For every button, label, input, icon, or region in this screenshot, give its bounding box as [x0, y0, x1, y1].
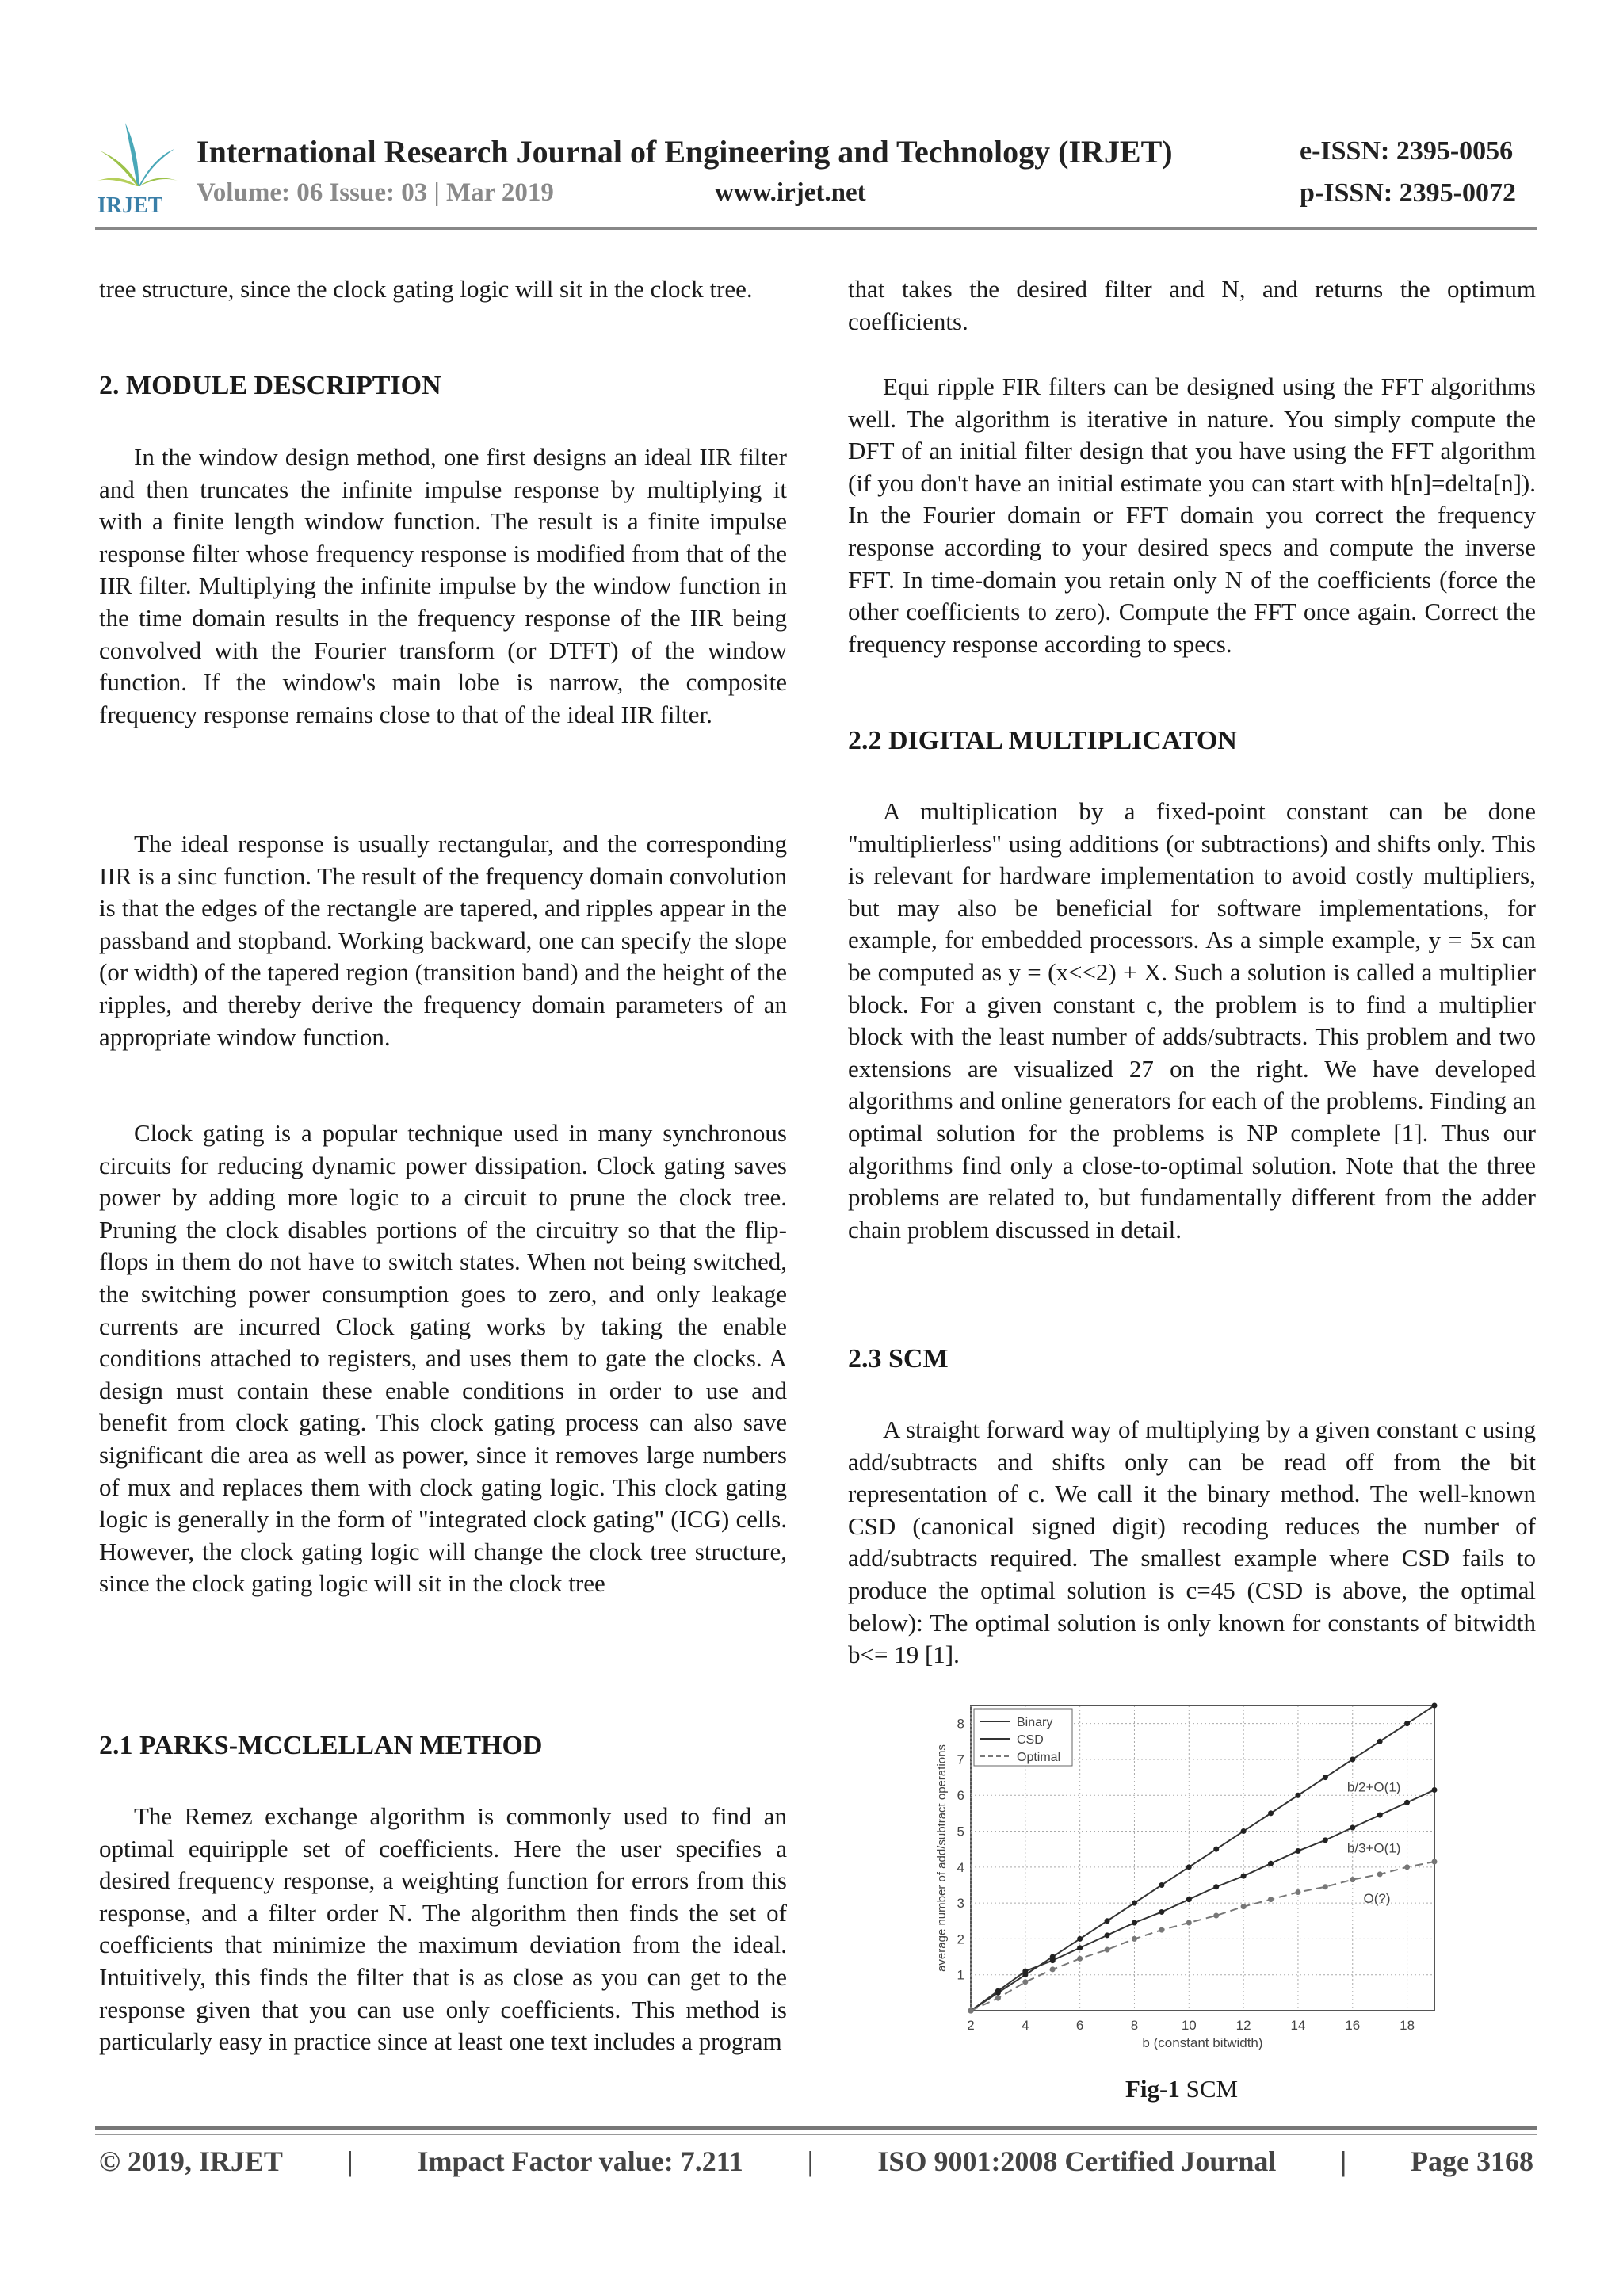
data-point-optimal [1295, 1889, 1300, 1895]
data-point-optimal [995, 1996, 1001, 2001]
footer-divider [95, 2126, 1537, 2130]
paragraph: In the window design method, one first designs an ideal IIR filter and then truncates the infinite impulse response by multiplying it with a finite length window function. The result is a finite impulse response filter whose frequency response is modified from that of the IIR filter. Multiplying the infinite impulse by the window function in the time domain results in the frequency response of the IIR being convolved with the Fourier transform (or DTFT) of the window function. If the window's main lobe is narrow, the composite frequency response remains close to that of the ideal IIR filter. [99, 443, 787, 728]
y-tick-label: 1 [957, 1967, 964, 1983]
data-point-optimal [1377, 1871, 1383, 1877]
data-point-binary [1213, 1847, 1219, 1852]
data-point-optimal [1077, 1956, 1083, 1962]
header-divider [95, 227, 1537, 230]
section-heading: 2.3 SCM [848, 1344, 949, 1373]
x-tick-label: 8 [1130, 2018, 1139, 2033]
legend-label: CSD [1017, 1733, 1044, 1747]
journal-title: International Research Journal of Engineering and Technology (IRJET) [197, 134, 1173, 170]
data-point-binary [1159, 1882, 1164, 1888]
data-point-optimal [1323, 1884, 1328, 1889]
y-tick-label: 6 [957, 1788, 964, 1804]
section-heading: 2.2 DIGITAL MULTIPLICATON [848, 726, 1237, 755]
data-point-optimal [1022, 1979, 1028, 1985]
caption-label: Fig-1 [1125, 2075, 1180, 2103]
data-point-binary [1132, 1901, 1137, 1906]
legend-label: Optimal [1017, 1751, 1061, 1764]
paragraph: The ideal response is usually rectangular, and the corresponding IIR is a sinc function. The result of the frequency domain convolution is that the edges of the rectangle are tapered, and ripples appear in the passband and stopband. Working backward, one can specify the slope (or width) of the tapered region (transition band) and the height of the ripples, and thereby derive the frequency domain parameters of an appropriate window function. [99, 830, 787, 1051]
footer [99, 2145, 1533, 2178]
data-point-optimal [1432, 1859, 1438, 1865]
x-tick-label: 4 [1022, 2018, 1029, 2033]
svg-text:IRJET: IRJET [97, 193, 163, 218]
chart-annotation: b/3+O(1) [1346, 1840, 1401, 1856]
data-point-optimal [1105, 1947, 1110, 1953]
e-issn: e-ISSN: 2395-0056 [1300, 136, 1514, 166]
data-point-csd [1105, 1932, 1110, 1938]
data-point-binary [1404, 1721, 1410, 1726]
x-tick-label: 12 [1235, 2018, 1251, 2033]
data-point-optimal [968, 2008, 974, 2014]
data-point-optimal [1241, 1904, 1247, 1909]
x-tick-label: 2 [967, 2018, 975, 2033]
data-point-csd [1404, 1800, 1410, 1805]
copyright: © 2019, IRJET [99, 2145, 283, 2177]
data-point-optimal [1186, 1920, 1192, 1926]
x-tick-label: 18 [1400, 2018, 1415, 2033]
x-axis-label: b (constant bitwidth) [1142, 2035, 1263, 2050]
data-point-optimal [1132, 1936, 1137, 1942]
page-number: Page 3168 [1410, 2145, 1533, 2177]
data-point-binary [1295, 1793, 1300, 1798]
data-point-binary [1323, 1775, 1328, 1780]
data-point-csd [995, 1988, 1001, 1994]
data-point-csd [1377, 1813, 1383, 1818]
data-point-csd [1213, 1884, 1219, 1889]
data-point-optimal [1050, 1966, 1056, 1972]
data-point-binary [1432, 1703, 1438, 1709]
iso-cert: ISO 9001:2008 Certified Journal [877, 2145, 1277, 2177]
data-point-optimal [1350, 1877, 1355, 1882]
data-point-csd [1077, 1945, 1083, 1950]
caption-text: SCM [1179, 2075, 1239, 2103]
data-point-binary [1268, 1810, 1274, 1816]
data-point-csd [1323, 1837, 1328, 1843]
paragraph: A multiplication by a fixed-point constant can be done "multiplierless" using additions (or subtractions) and shifts only. This is relevant for hardware implementation to avoid costly multipliers, but may also be beneficial for software implementations, for example, for embedded processors. As a simple example, y = 5x can be computed as y = (x<<2) + X. Such a solution is called a multiplier block. For a given constant c, the problem is to find a multiplier block with the least number of adds/subtracts. This problem and two extensions are visualized 27 on the right. We have developed algorithms and online generators for each of the problems. Finding an optimal solution for the problems is NP complete [1]. Thus our algorithms find only a close-to-optimal solution. Note that the three problems are related to, but fundamentally different from the adder chain problem discussed in detail. [848, 797, 1536, 1244]
section-heading: 2. MODULE DESCRIPTION [99, 371, 441, 400]
separator: | [807, 2145, 814, 2177]
y-tick-label: 2 [957, 1931, 964, 1947]
paragraph: that takes the desired filter and N, and returns the optimum coefficients. [848, 275, 1536, 335]
data-point-csd [1050, 1958, 1056, 1963]
y-tick-label: 3 [957, 1896, 964, 1912]
y-tick-label: 8 [957, 1716, 964, 1732]
data-point-binary [1105, 1918, 1110, 1924]
paragraph: Clock gating is a popular technique used in many synchronous circuits for reducing dynamic power dissipation. Clock gating saves power by adding more logic to a circuit to prune the clock tree. Pruning the clock disables portions of the circuitry so that the flip-flops in them do not have to switch states. When not being switched, the switching power consumption goes to zero, and only leakage currents are incurred Clock gating works by taking the enable conditions attached to registers, and uses them to gate the clocks. A design must contain these enable conditions in order to use and benefit from clock gating. This clock gating process can also save significant die area as well as power, since it removes large numbers of mux and replaces them with clock gating logic. This clock gating logic is generally in the form of "integrated clock gating" (ICG) cells. However, the clock gating logic will change the clock tree structure, since the clock gating logic will sit in the clock tree [99, 1119, 787, 1598]
irjet-logo-icon [94, 119, 181, 218]
y-tick-label: 4 [957, 1859, 964, 1875]
data-point-binary [1077, 1936, 1083, 1942]
data-point-optimal [1159, 1927, 1164, 1933]
section-heading: 2.1 PARKS-MCCLELLAN METHOD [99, 1731, 543, 1760]
p-issn: p-ISSN: 2395-0072 [1300, 178, 1516, 208]
data-point-optimal [1213, 1912, 1219, 1918]
data-point-csd [1268, 1861, 1274, 1866]
data-point-binary [1241, 1828, 1247, 1834]
data-point-binary [1377, 1739, 1383, 1744]
separator: | [1340, 2145, 1347, 2177]
paragraph: Equi ripple FIR filters can be designed using the FFT algorithms well. The algorithm is iterative in nature. You simply compute the DFT of an initial filter design that you have using the FFT algorithm (if you don't have an initial estimate you can start with h[n]=delta[n]). In the Fourier domain or FFT domain you correct the frequency response according to your desired specs and compute the inverse FFT. In time-domain you retain only N of the coefficients (force the other coefficients to zero). Compute the FFT once again. Correct the frequency response according to specs. [848, 372, 1536, 658]
data-point-binary [1186, 1864, 1192, 1870]
scm-chart [927, 1696, 1450, 2061]
data-point-csd [1350, 1825, 1355, 1831]
data-point-csd [1186, 1897, 1192, 1902]
x-tick-label: 6 [1075, 2018, 1084, 2033]
y-tick-label: 7 [957, 1752, 964, 1767]
separator: | [346, 2145, 353, 2177]
paragraph: The Remez exchange algorithm is commonly used to find an optimal equiripple set of coefficients. Here the user specifies a desired frequency response, a weighting function for errors from this response, and a filter order N. The algorithm then finds the set of coefficients that minimize the maximum deviation from the ideal. Intuitively, this finds the filter that is as close as you can get to the response given that you can use only coefficients. This method is particularly easy in practice since at least one text includes a program [99, 1802, 787, 2056]
paragraph: A straight forward way of multiplying by a given constant c using add/subtracts and shifts only can be read off from the bit representation of c. We call it the binary method. The well-known CSD (canonical signed digit) recoding reduces the number of add/subtracts required. The smallest example where CSD fails to produce the optimal solution is c=45 (CSD is above, the optimal below): The optimal solution is only known for constants of bitwidth b<= 19 [1]. [848, 1415, 1536, 1669]
legend-label: Binary [1017, 1716, 1053, 1729]
y-axis-label: average number of add/subtract operations [935, 1744, 949, 1972]
y-tick-label: 5 [957, 1824, 964, 1839]
data-point-csd [1159, 1909, 1164, 1915]
data-point-csd [1132, 1920, 1137, 1926]
impact-factor: Impact Factor value: 7.211 [417, 2145, 743, 2177]
x-tick-label: 10 [1181, 2018, 1197, 2033]
volume-issue: Volume: 06 Issue: 03 | Mar 2019 [197, 178, 554, 207]
x-tick-label: 14 [1290, 2018, 1306, 2033]
website-link[interactable]: www.irjet.net [715, 178, 866, 207]
paragraph: tree structure, since the clock gating logic will sit in the clock tree. [99, 275, 753, 303]
data-point-optimal [1404, 1864, 1410, 1870]
data-point-binary [1350, 1756, 1355, 1762]
data-point-csd [1432, 1787, 1438, 1793]
data-point-csd [1295, 1848, 1300, 1854]
chart-annotation: b/2+O(1) [1346, 1779, 1401, 1795]
chart-annotation: O(?) [1363, 1891, 1391, 1907]
data-point-optimal [1268, 1897, 1274, 1902]
data-point-csd [1022, 1969, 1028, 1974]
figure-caption [1125, 2075, 1238, 2103]
data-point-csd [1241, 1874, 1247, 1879]
footer-divider [95, 2134, 1537, 2135]
x-tick-label: 16 [1345, 2018, 1361, 2033]
